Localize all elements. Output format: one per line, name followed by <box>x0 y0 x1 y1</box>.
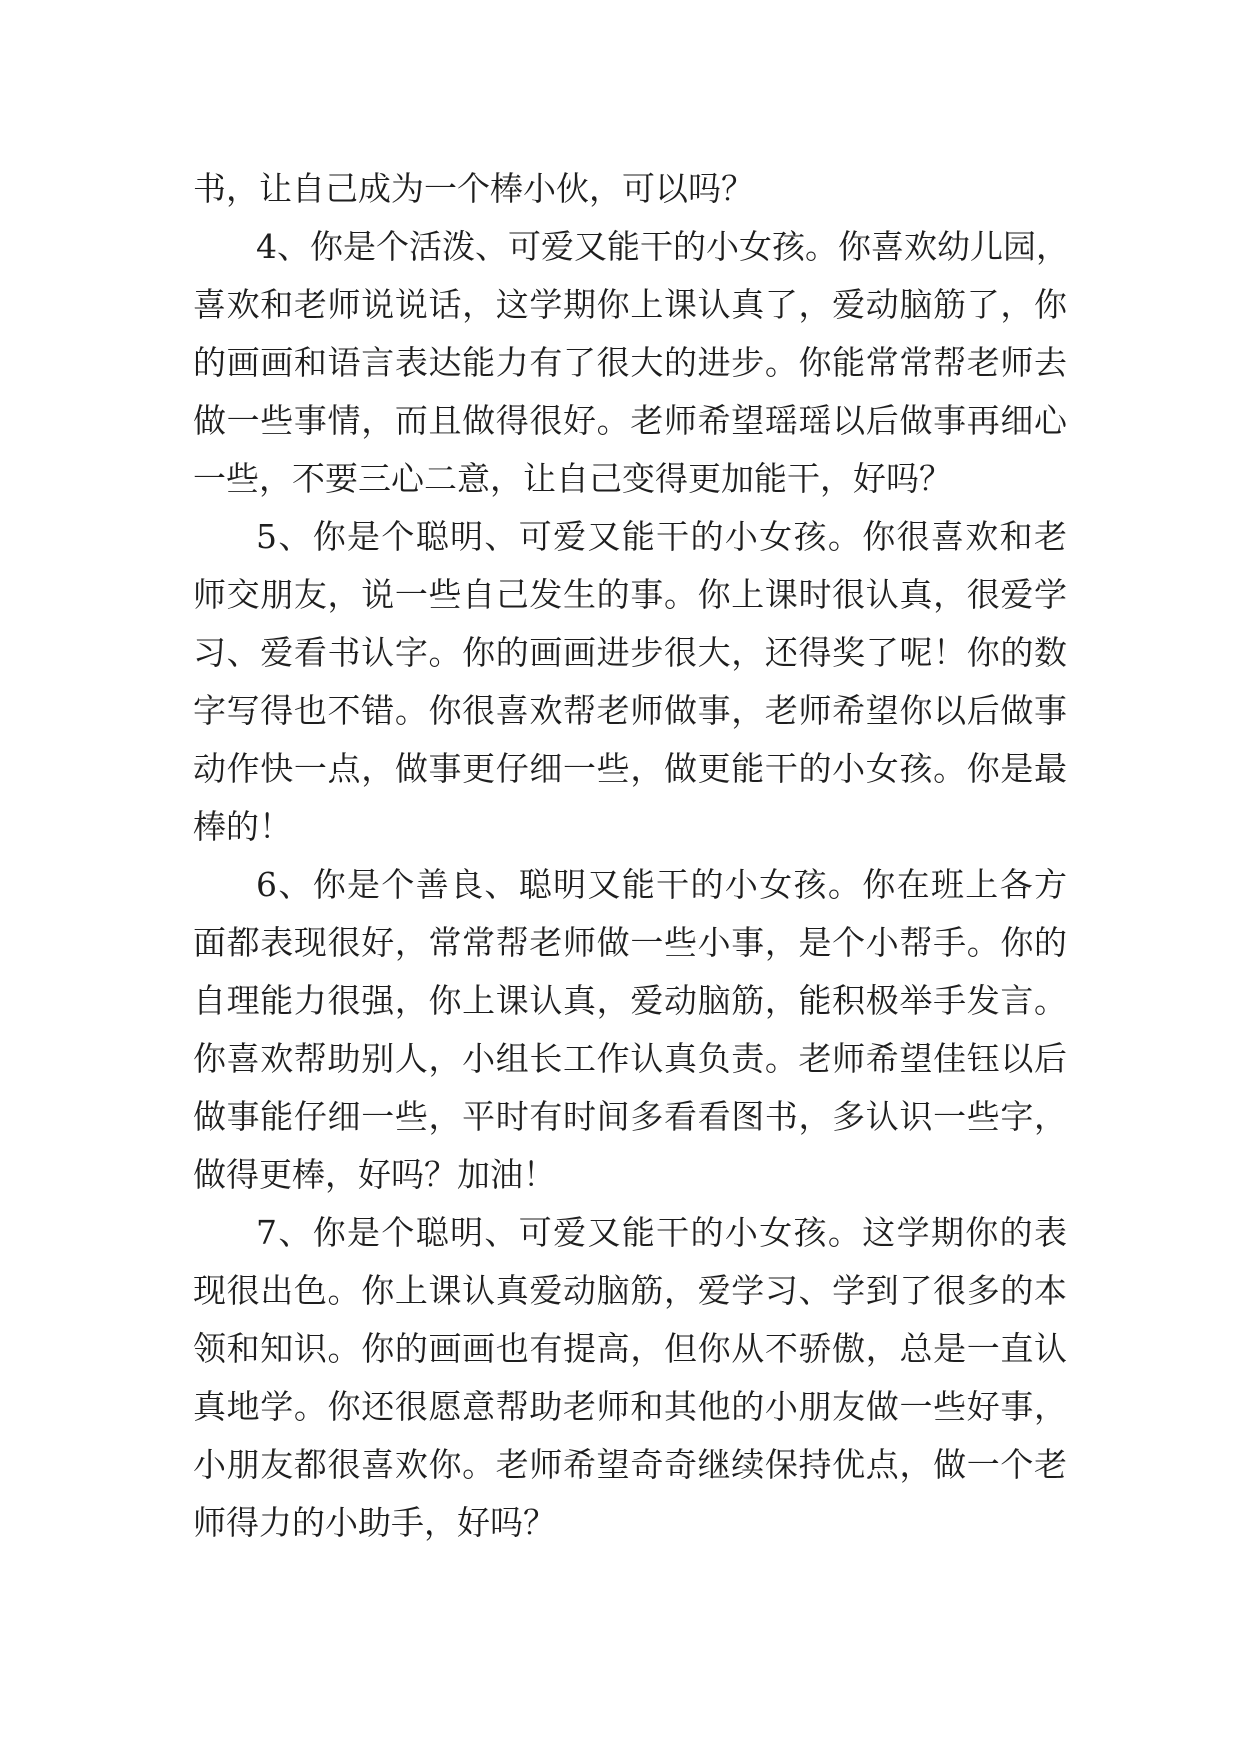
text-line: 现很出色。你上课认真爱动脑筋，爱学习、学到了很多的本 <box>193 1271 1067 1310</box>
text-line: 领和知识。你的画画也有提高，但你从不骄傲，总是一直认 <box>193 1329 1067 1368</box>
text-line: 师得力的小助手，好吗？ <box>193 1503 556 1542</box>
text-line: 师交朋友，说一些自己发生的事。你上课时很认真，很爱学 <box>193 575 1067 614</box>
text-line: 书，让自己成为一个棒小伙，可以吗？ <box>193 169 754 208</box>
text-line: 习、爱看书认字。你的画画进步很大，还得奖了呢！你的数 <box>193 633 1067 672</box>
paragraph-6-first-line: 6、你是个善良、聪明又能干的小女孩。你在班上各方 <box>256 865 1067 904</box>
text-line: 动作快一点，做事更仔细一些，做更能干的小女孩。你是最 <box>193 749 1067 788</box>
text-line: 一些，不要三心二意，让自己变得更加能干，好吗？ <box>193 459 952 498</box>
paragraph-4-first-line: 4、你是个活泼、可爱又能干的小女孩。你喜欢幼儿园， <box>256 227 1069 266</box>
text-line: 棒的！ <box>193 807 292 846</box>
text-line: 做一些事情，而且做得很好。老师希望瑶瑶以后做事再细心 <box>193 401 1067 440</box>
paragraph-7-first-line: 7、你是个聪明、可爱又能干的小女孩。这学期你的表 <box>256 1213 1067 1252</box>
text-line: 自理能力很强，你上课认真，爱动脑筋，能积极举手发言。 <box>193 981 1067 1020</box>
text-line: 做事能仔细一些，平时有时间多看看图书，多认识一些字， <box>193 1097 1067 1136</box>
text-line: 字写得也不错。你很喜欢帮老师做事，老师希望你以后做事 <box>193 691 1067 730</box>
text-line: 的画画和语言表达能力有了很大的进步。你能常常帮老师去 <box>193 343 1067 382</box>
paragraph-5-first-line: 5、你是个聪明、可爱又能干的小女孩。你很喜欢和老 <box>256 517 1067 556</box>
text-line: 小朋友都很喜欢你。老师希望奇奇继续保持优点，做一个老 <box>193 1445 1067 1484</box>
text-line: 喜欢和老师说说话，这学期你上课认真了，爱动脑筋了，你 <box>193 285 1067 324</box>
text-line: 真地学。你还很愿意帮助老师和其他的小朋友做一些好事， <box>193 1387 1067 1426</box>
text-line: 面都表现很好，常常帮老师做一些小事，是个小帮手。你的 <box>193 923 1067 962</box>
text-line: 你喜欢帮助别人，小组长工作认真负责。老师希望佳钰以后 <box>193 1039 1067 1078</box>
text-line: 做得更棒，好吗？加油！ <box>193 1155 556 1194</box>
